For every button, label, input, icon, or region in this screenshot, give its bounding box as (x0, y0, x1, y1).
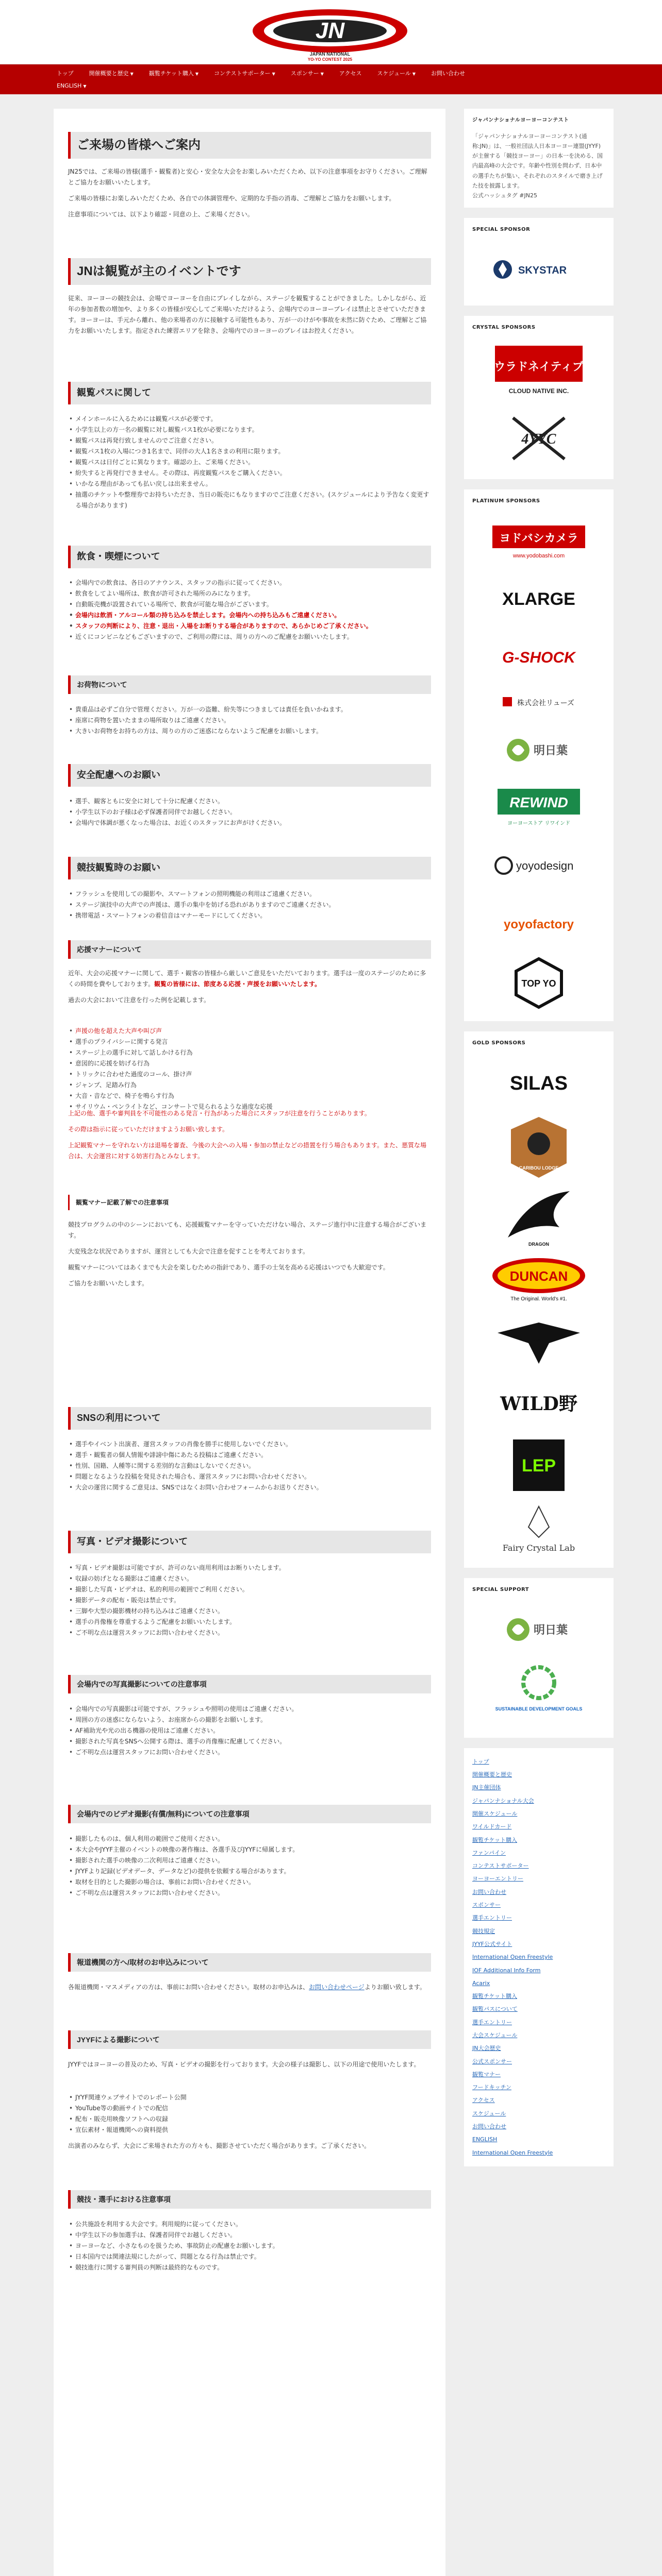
gold-sponsor-card (464, 1031, 614, 1568)
list-item: • 三脚や大型の撮影機材の持ち込みはご遠慮ください。 (68, 1606, 431, 1617)
sidebar-link[interactable]: ジャパンナショナル大会 (472, 1797, 534, 1804)
list-item: • ご不明な点は運営スタッフにお問い合わせください。 (68, 1747, 431, 1758)
list-item: • 本大会やJYYF主催のイベントの映像の著作権は、各選手及びJYYFに帰属します。 (68, 1844, 431, 1855)
sidebar-link[interactable]: International Open Freestyle (472, 2149, 553, 2156)
list-item: • 会場内での写真撮影は可能ですが、フラッシュや照明の使用はご遠慮ください。 (68, 1704, 431, 1715)
nav-item-label: スポンサー (290, 70, 319, 77)
list-item: • 周囲の方の迷惑にならないよう、お座席からの撮影をお願いします。 (68, 1715, 431, 1725)
yoyodesign-logo[interactable] (472, 837, 605, 894)
list-item: • 中学生以下の参加選手は、保護者同伴でお越しください。 (68, 2230, 431, 2241)
yoyofactory-text: yoyofactory (503, 917, 574, 931)
food-list (68, 578, 431, 642)
list-item: • 観覧パスは日付ごとに異なります。確認の上、ご来場ください。 (68, 457, 431, 468)
sidebar-link[interactable]: JN主催団体 (472, 1784, 501, 1791)
list-item: • 撮影された選手の映像の二次利用はご遠慮ください。 (68, 1855, 431, 1866)
platinum-sponsor-card (464, 489, 614, 1021)
sidebar-link[interactable]: アクセス (472, 2097, 495, 2104)
skystar-logo[interactable] (472, 241, 605, 298)
sidebar-link[interactable]: ヨーヨーエントリー (472, 1875, 523, 1883)
jyyf-text (68, 2059, 431, 2075)
hashtag-text: 公式ハッシュタグ #JN25 (472, 192, 537, 199)
list-item: • 選手のプライバシーに関する発言 (68, 1037, 431, 1047)
pass-list (68, 414, 431, 511)
rewind-text: REWIND (509, 794, 568, 810)
safety-list (68, 796, 431, 828)
silas-logo[interactable] (472, 1054, 605, 1111)
sidebar-link[interactable]: スケジュール (472, 2110, 506, 2117)
nav-item-label: トップ (57, 70, 74, 77)
site-header (0, 0, 662, 64)
chevron-down-icon: ▼ (130, 72, 134, 77)
chevron-down-icon: ▼ (83, 84, 87, 89)
section-title-jyyf: JYYFによる撮影について (68, 2030, 431, 2049)
page-title: ご来場の皆様へご案内 (68, 132, 431, 159)
cloud-native-sub: CLOUD NATIVE INC. (508, 387, 569, 395)
cheer-note-text (68, 1219, 431, 1294)
jyyf-intro: JYYFではヨーヨーの普及のため、写真・ビデオの撮影を行っております。大会の様子は撮影し、以下の用途で使用いたします。 (68, 2061, 420, 2068)
sdgs-text: SUSTAINABLE DEVELOPMENT GOALS (495, 1706, 583, 1711)
list-item: • 観覧パスは再発行致しませんのでご注意ください。 (68, 435, 431, 446)
section-title-sns: SNSの利用について (68, 1407, 431, 1430)
press-paragraph: 各報道機関・マスメディアの方は、事前にお問い合わせください。取材のお申込みは、 (68, 1984, 309, 1991)
sns-list (68, 1439, 431, 1493)
rules-list (68, 2219, 431, 2273)
venue-photo-list (68, 1704, 431, 1758)
list-item: • AF補助光や光の出る機器の使用はご遠慮ください。 (68, 1725, 431, 1736)
special-sponsor-title: SPECIAL SPONSOR (472, 227, 531, 233)
yodobashi-logo[interactable] (472, 512, 605, 570)
logo-sub-text: JAPAN NATIONAL (309, 52, 351, 57)
list-item: • 意図的に応援を妨げる行為 (68, 1058, 431, 1069)
section-title-safety: 安全配慮へのお願い (68, 764, 431, 787)
nav-item[interactable] (431, 69, 465, 78)
list-item: • 選手、観客ともに安全に対して十分に配慮ください。 (68, 796, 431, 807)
sidebar-link[interactable]: 観覧チケット購入 (472, 1836, 518, 1843)
sidebar-link[interactable]: JYYF公式サイト (472, 1940, 512, 1947)
4yyc-logo[interactable] (472, 405, 605, 472)
caribou-lodge-logo[interactable] (472, 1111, 605, 1183)
about-text: 「ジャパンナショナルヨーヨーコンテスト(通称:JN)」は、一般社団法人日本ヨーヨー連盟(JYYF)が主催する「競技ヨーヨー」の日本一を決める、国内最高峰の大会です。年齢や性別を問わず、日本中の選手たちが集い、それぞれのスタイルで磨き上げた技を披露します。 (472, 132, 603, 189)
asuha-text: 明日葉 (534, 743, 568, 757)
list-item: • 観覧パス1枚の入場につき1名まで、同伴の大人1名さまの利用に限ります。 (68, 446, 431, 457)
intro-paragraph-1: JN25では、ご来場の皆様(選手・観覧者)と安心・安全な大会をお楽しみいただくため、以下の注意事項をお守りください。ご理解とご協力をお願いいたします。 (68, 168, 427, 186)
fairy-crystal-lab-logo[interactable] (472, 1499, 605, 1561)
nav-item-label: コンテストサポーター (214, 70, 271, 77)
gold-sponsor-title: GOLD SPONSORS (472, 1040, 526, 1046)
rewind-logo[interactable] (472, 779, 605, 837)
list-item: • 日本国内では関連法規にしたがって、問題となる行為は禁止です。 (68, 2251, 431, 2262)
list-item: • いかなる理由があっても払い戻しは出来ません。 (68, 479, 431, 489)
ryuzu-text: 株式会社リューズ (517, 699, 574, 707)
list-item: • フラッシュを使用しての撮影や、スマートフォンの照明機能の利用はご遠慮ください。 (68, 889, 431, 900)
asuha-support-logo[interactable] (472, 1601, 605, 1658)
sidebar-link[interactable]: ファンパイン (472, 1849, 506, 1856)
sidebar-link[interactable]: 観覧チケット購入 (472, 1993, 518, 2000)
cheer-warning-1: 上記の他、選手や審判員を不可能性のある発言・行為があった場合にスタッフが注意を行うことがあります。 (68, 1110, 371, 1117)
list-item: • 小学生以下のお子様は必ず保護者同伴でお越しください。 (68, 807, 431, 818)
cheer-list (68, 1026, 431, 1112)
main-content (54, 109, 445, 2576)
list-item: • ステージ演技中の大声での声援は、選手の集中を妨げる恐れがありますのでご遠慮ください。 (68, 900, 431, 910)
sidebar-link[interactable]: 競技規定 (472, 1927, 495, 1935)
event-paragraph: 従来、ヨーヨーの競技会は、会場でヨーヨーを自由にプレイしながら、ステージを観覧することができました。しかしながら、近年の参加者数の増加や、より多くの皆様が安心してご来場いただけるよう、会場内でのヨーヨープレイは禁止とさせていただきます。ヨーヨーは、手元から離れ、他の来場者の方に接触する可能性もあり、万が一のけがや事故を未然に防ぐため、ご理解とご協力をお願いいたします。指定された練習エリアを除き、会場内でのヨーヨーのプレイはお控えください。 (68, 295, 427, 334)
caribou-text: CARIBOU LODGE (519, 1165, 559, 1171)
chevron-down-icon: ▼ (412, 72, 416, 77)
special-sponsor-card (464, 218, 614, 306)
dragon-logo[interactable] (472, 1183, 605, 1250)
list-item: • 携帯電話・スマートフォンの着信音はマナーモードにしてください。 (68, 910, 431, 921)
list-item: • 会場内で体調が悪くなった場合は、お近くのスタッフにお声がけください。 (68, 818, 431, 828)
duncan-text: DUNCAN (509, 1268, 568, 1284)
items-list (68, 704, 431, 737)
jyyf-outro-block (68, 2141, 431, 2157)
section-title-pass: 観覧パスに関して (68, 382, 431, 404)
nav-item[interactable] (89, 69, 134, 78)
sidebar-link[interactable]: 選手エントリー (472, 2019, 512, 2026)
platinum-sponsor-title: PLATINUM SPONSORS (472, 498, 540, 504)
list-item: • サイリウム・ペンライトなど、コンサートで見られるような過度な応援 (68, 1101, 431, 1112)
section-title-items: お荷物について (68, 675, 431, 694)
section-title-event: JNは観覧が主のイベントです (68, 258, 431, 285)
chevron-down-icon: ▼ (272, 72, 275, 77)
lep-text: LEP (521, 1456, 556, 1476)
list-item: • 飲食をしてよい場所は、飲食が許可された場所のみになります。 (68, 588, 431, 599)
list-item: • 選手やイベント出演者、運営スタッフの肖像を勝手に使用しないでください。 (68, 1439, 431, 1450)
nav-item-label: アクセス (339, 70, 362, 77)
chevron-down-icon: ▼ (195, 72, 198, 77)
sidebar-link[interactable]: 観覧パスについて (472, 2006, 518, 2013)
watch-list (68, 889, 431, 921)
section-title-venue-video: 会場内でのビデオ撮影(有償/無料)についての注意事項 (68, 1805, 431, 1823)
sdgs-logo[interactable] (472, 1658, 605, 1731)
sidebar-link[interactable]: お問い合わせ (472, 1888, 506, 1895)
list-item: • 配布・販売用映像ソフトへの収録 (68, 2114, 431, 2125)
list-item: • 選手・観覧者の個人情報や誹謗中傷にあたる投稿はご遠慮ください。 (68, 1450, 431, 1461)
list-item: • ヨーヨーなど、小さなものを扱うため、事故防止の配慮をお願いします。 (68, 2241, 431, 2251)
list-item-warning: • 声援の他を超えた大声や叫び声 (68, 1026, 431, 1037)
nav-item-label: お問い合わせ (431, 70, 466, 77)
fairy-text: Fairy Crystal Lab (502, 1543, 575, 1553)
list-item: • 大音・音などで、椅子を鳴らす行為 (68, 1091, 431, 1101)
list-item: • 撮影された写真をSNSへ公開する際は、選手の肖像権に配慮してください。 (68, 1736, 431, 1747)
sidebar-link[interactable]: フードキッチン (472, 2084, 511, 2091)
ryuzu-logo[interactable] (472, 685, 605, 721)
list-item: • 大会の運営に関するご意見は、SNSではなくお問い合わせフォームからお送りください。 (68, 1482, 431, 1493)
list-item: • 自動販売機が設置されている場所で、飲食が可能な場合がございます。 (68, 599, 431, 610)
section-title-cheer: 応援マナーについて (68, 940, 431, 959)
sidebar-links-card (464, 1748, 614, 2166)
nav-row-1 (57, 67, 605, 80)
4yyc-text: 4YYC (521, 431, 556, 448)
cheer-warnings (68, 1108, 431, 1167)
sidebar-link[interactable]: 選手エントリー (472, 1914, 512, 1922)
nav-item[interactable] (291, 69, 324, 78)
nav-item-label: スケジュール (377, 70, 411, 77)
cheer-note-3: 観覧マナーについてはあくまでも大会を楽しむための指針であり、選手の士気を高める応援はいつでも大歓迎です。 (68, 1264, 389, 1271)
cheer-note-1: 競技プログラムの中のシーンにおいても、応援観覧マナーを守っていただけない場合、ステージ進行中に注意する場合がございます。 (68, 1221, 427, 1239)
yoyofactory-logo[interactable] (472, 894, 605, 952)
intro-paragraph-3: 注意事項については、以下より確認・同意の上、ご来場ください。 (68, 211, 254, 218)
logo-contest-text: YO-YO CONTEST 2025 (307, 57, 353, 62)
special-support-card (464, 1578, 614, 1738)
sidebar-link[interactable]: コンテストサポーター (472, 1862, 529, 1870)
eagle-text: EAGLE (533, 1340, 544, 1344)
cheer-request: 観覧の皆様には、節度ある応援・声援をお願いいたします。 (154, 980, 321, 988)
sidebar-link[interactable]: Acarix (472, 1979, 490, 1987)
lep-logo[interactable] (472, 1432, 605, 1499)
intro-paragraph-2: ご来場の皆様にお楽しみいただくため、各自での体調管理や、定期的な手指の消毒、ご理解とご協力をお願いします。 (68, 195, 395, 202)
section-title-photo: 写真・ビデオ撮影について (68, 1531, 431, 1553)
site-logo[interactable] (217, 4, 443, 62)
cloud-native-text: ウラドネイティブ (494, 361, 584, 374)
sidebar-link[interactable]: スポンサー (472, 1902, 501, 1909)
list-item: • ご不明な点は運営スタッフにお問い合わせください。 (68, 1888, 431, 1899)
nav-item-label: ENGLISH (57, 82, 82, 90)
sidebar-link[interactable]: JN大会歴史 (472, 2045, 501, 2052)
duncan-sub: The Original. World's #1. (510, 1296, 567, 1302)
wild-logo[interactable] (472, 1374, 605, 1432)
logo-main-text: JN (315, 18, 345, 43)
special-support-title: SPECIAL SUPPORT (472, 1587, 529, 1593)
list-item: • 選手の肖像権を尊重するようご配慮をお願いいたします。 (68, 1617, 431, 1628)
cloud-native-logo[interactable] (472, 338, 605, 405)
list-item: • YouTube等の動画サイトでの配信 (68, 2103, 431, 2114)
list-item: • ジャンプ、足踏み行為 (68, 1080, 431, 1091)
press-text (68, 1982, 431, 1998)
list-item: • 撮影データの配布・販売は禁止です。 (68, 1595, 431, 1606)
sidebar-link[interactable]: 公式スポンサー (472, 2058, 512, 2065)
asuha-support-text: 明日葉 (534, 1623, 568, 1637)
list-item: • 公共施設を利用する大会です。利用規約に従ってください。 (68, 2219, 431, 2230)
list-item: • トリックに合わせた過度のコール、掛け声 (68, 1069, 431, 1080)
list-item: • 収録の妨げとなる撮影はご遠慮ください。 (68, 1573, 431, 1584)
about-title: ジャパンナショナルヨーヨーコンテスト (472, 117, 569, 123)
jyyf-outro: 出演者のみならず、大会にご来場された方の方々も、撮影させていただく場合があります。ご了承ください。 (68, 2142, 371, 2149)
sidebar-link[interactable]: ワイルドカード (472, 1823, 512, 1831)
rewind-sub: ヨーヨーストア リワインド (507, 820, 571, 826)
nav-item[interactable] (339, 69, 362, 78)
section-title-rules: 競技・選手における注意事項 (68, 2190, 431, 2209)
list-item: • ご不明な点は運営スタッフにお問い合わせください。 (68, 1628, 431, 1638)
sidebar-link[interactable]: 開催概要と歴史 (472, 1771, 512, 1778)
cheer-warning-3: 上記観覧マナーを守れない方は退場を審査、今後の大会への入場・参加の禁止などの措置を行う場合もあります。また、悪質な場合は、大会運営に対する妨害行為とみなします。 (68, 1142, 427, 1160)
list-item: • 競技進行に関する審判員の判断は最終的なものです。 (68, 2262, 431, 2273)
wild-text: WILD野 (500, 1393, 577, 1415)
venue-video-list (68, 1834, 431, 1899)
list-item: • 問題となるような投稿を発見された場合も、運営スタッフにお問い合わせください。 (68, 1471, 431, 1482)
list-item: • 宣伝素材・報道機関への資料提供 (68, 2125, 431, 2136)
sidebar (464, 109, 614, 2177)
section-title-food: 飲食・喫煙について (68, 546, 431, 568)
about-card (464, 109, 614, 208)
list-item: • 撮影したものは、個人利用の範囲でご使用ください。 (68, 1834, 431, 1844)
eagle-logo[interactable] (472, 1307, 605, 1374)
cheer-intro: 近年、大会の応援マナーに関して、選手・観客の皆様から厳しいご意見をいただいております。選手は一度のステージのために多くの時間を費やしております。 (68, 970, 426, 988)
photo-list (68, 1563, 431, 1638)
press-contact-link[interactable]: お問い合わせページ (309, 1984, 365, 1991)
duncan-logo[interactable] (472, 1250, 605, 1307)
sidebar-link[interactable]: 観覧マナー (472, 2071, 501, 2078)
intro-text (68, 166, 431, 225)
list-item: • メインホールに入るためには観覧パスが必要です。 (68, 414, 431, 425)
list-item: • 抽選のチケットや整理券でお持ちいただき、当日の販売にもなりますのでご注意ください。(スケジュールにより予告なく変更する場合があります) (68, 489, 431, 511)
yoyodesign-text: yoyodesign (516, 859, 574, 872)
nav-item-label: 観覧チケット購入 (148, 70, 194, 77)
sidebar-link[interactable]: ENGLISH (472, 2136, 498, 2143)
list-item: • 座席に荷物を置いたままの場所取りはご遠慮ください。 (68, 715, 431, 726)
jyyf-list (68, 2092, 431, 2136)
list-item: • 性別、国籍、人種等に関する差別的な言動はしないでください。 (68, 1461, 431, 1471)
cheer-text (68, 968, 431, 1011)
list-item-warning: • 会場内は飲酒・アルコール類の持ち込みを禁止します。会場内への持ち込みもご遠慮ください。 (68, 610, 431, 621)
sidebar-link[interactable]: お問い合わせ (472, 2123, 506, 2130)
cheer-warning-2: その際は指示に従っていただけますようお願い致します。 (68, 1126, 229, 1133)
list-item: • 写真・ビデオ撮影は可能ですが、許可のない商用利用はお断りいたします。 (68, 1563, 431, 1573)
dragon-text: DRAGON (528, 1242, 549, 1247)
list-item: • JYYF関連ウェブサイトでのレポート公開 (68, 2092, 431, 2103)
nav-item[interactable] (149, 69, 198, 78)
cheer-note-2: 大変残念な状況でありますが、運営としても大会で注意を促すことを考えております。 (68, 1248, 309, 1255)
section-title-cheer-note: 観覧マナー記載了解での注意事項 (68, 1195, 431, 1210)
skystar-text: SKYSTAR (518, 264, 567, 276)
chevron-down-icon: ▼ (320, 72, 324, 77)
nav-item-label: 開催概要と歴史 (89, 70, 129, 77)
sidebar-link[interactable]: 開催スケジュール (472, 1810, 518, 1817)
main-nav (0, 64, 662, 94)
xlarge-logo[interactable] (472, 570, 605, 628)
cheer-note-4: ご協力をお願いいたします。 (68, 1280, 148, 1287)
nav-item[interactable] (57, 81, 87, 91)
topyo-text: TOP YO (521, 978, 556, 989)
topyo-logo[interactable] (472, 952, 605, 1014)
section-title-watch: 競技観覧時のお願い (68, 857, 431, 879)
list-item: • 会場内での飲食は、各日のアナウンス、スタッフの指示に従ってください。 (68, 578, 431, 588)
list-item-warning: • スタッフの判断により、注意・退出・入場をお断りする場合がありますので、あらかじめご了承ください。 (68, 621, 431, 632)
list-item: • 大きいお荷物をお持ちの方は、周りの方のご迷惑にならないようご配慮をお願いします。 (68, 726, 431, 737)
nav-item[interactable] (214, 69, 275, 78)
cheer-sub: 過去の大会において注意を行った例を記載します。 (68, 996, 210, 1004)
section-title-press: 報道機関の方へ/取材のお申込みについて (68, 1953, 431, 1972)
list-item: • 近くにコンビニなどもございますので、ご利用の際には、周りの方へのご配慮をお願いいたします。 (68, 632, 431, 642)
list-item: • 小学生以上の方一名の観覧に対し観覧パス1枚が必要になります。 (68, 425, 431, 435)
sidebar-link[interactable]: 大会スケジュール (472, 2031, 518, 2039)
yodobashi-text: ヨドバシカメラ (499, 532, 578, 545)
list-item: • 撮影した写真・ビデオは、私的利用の範囲でご利用ください。 (68, 1584, 431, 1595)
list-item: • 紛失すると再発行できません。その際は、再度観覧パスをご購入ください。 (68, 468, 431, 479)
asuha-logo[interactable] (472, 721, 605, 779)
gshock-logo[interactable] (472, 628, 605, 685)
event-text (68, 293, 431, 342)
nav-item[interactable] (377, 69, 416, 78)
sidebar-link[interactable]: International Open Freestyle (472, 1954, 553, 1961)
nav-row-2 (57, 80, 605, 92)
list-item: • 取材を目的とした撮影の場合は、事前にお問い合わせください。 (68, 1877, 431, 1888)
list-item: • JYYFより記録(ビデオデータ、データなど)の提供を依頼する場合があります。 (68, 1866, 431, 1877)
list-item: • 貴重品は必ずご自分で管理ください。万が一の盗難、紛失等につきましては責任を負いかねます。 (68, 704, 431, 715)
press-tail: よりお願い致します。 (364, 1984, 426, 1991)
section-title-venue-photo: 会場内での写真撮影についての注意事項 (68, 1675, 431, 1693)
crystal-sponsor-title: CRYSTAL SPONSORS (472, 324, 536, 330)
yodobashi-sub: www.yodobashi.com (512, 552, 565, 559)
sidebar-link[interactable]: トップ (472, 1758, 489, 1765)
silas-text: SILAS (510, 1073, 568, 1095)
xlarge-text: XLARGE (502, 589, 575, 609)
list-item: • ステージ上の選手に対して話しかける行為 (68, 1047, 431, 1058)
gshock-text: G-SHOCK (502, 649, 575, 666)
nav-item[interactable] (57, 69, 74, 78)
sidebar-link[interactable]: IOF Additional Info Form (472, 1967, 541, 1974)
crystal-sponsor-card (464, 316, 614, 480)
